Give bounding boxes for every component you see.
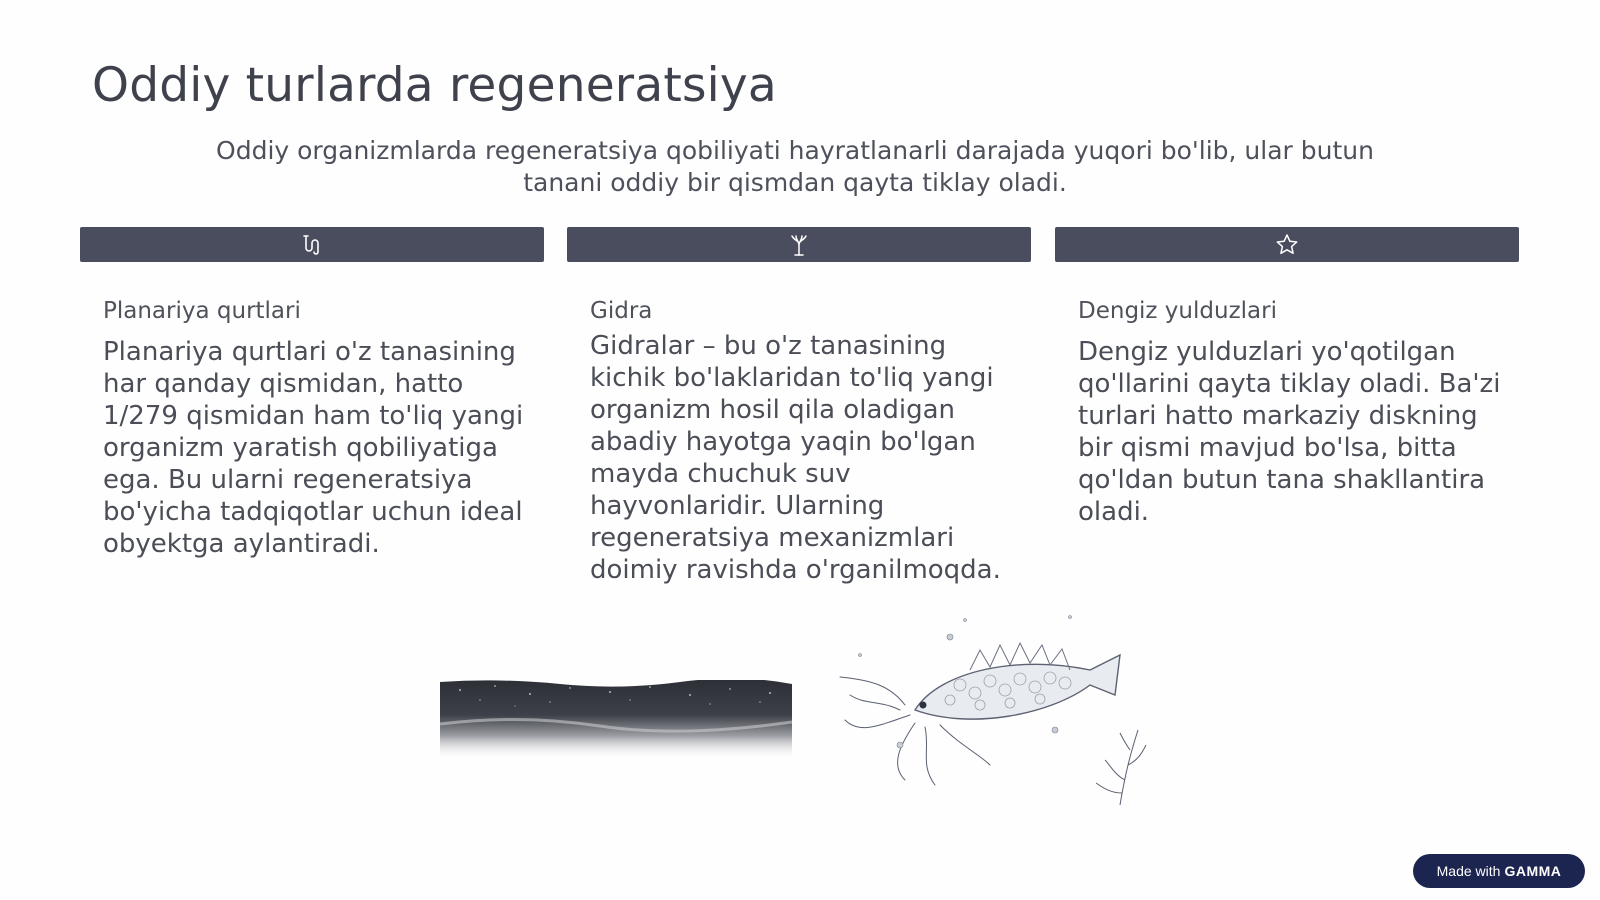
card-header-bar	[567, 227, 1031, 262]
card-body: Dengiz yulduzlari yo'qotilgan qo'llarini qayta tiklay oladi. Ba'zi turlari hatto markaziy diskning bir qismi mavjud bo'lsa, bitta qo'ldan butun tana shakllantira oladi.	[1078, 337, 1501, 527]
creature-illustration	[820, 615, 1165, 825]
planaria-illustration	[440, 680, 792, 760]
card-header-bar	[80, 227, 544, 262]
gamma-logo: GAMMA	[1504, 863, 1562, 879]
star-icon	[1274, 232, 1300, 258]
cards-row	[80, 227, 1520, 597]
card-heading: Planariya qurtlari	[103, 298, 301, 324]
worm-icon	[299, 232, 325, 258]
slide-title: Oddiy turlarda regeneratsiya	[92, 58, 777, 113]
card-planaria	[80, 227, 544, 560]
slide-subtitle: Oddiy organizmlarda regeneratsiya qobiliyati hayratlanarli darajada yuqori bo'lib, ular butun tanani oddiy bir qismdan qayta tiklay oladi.	[216, 136, 1374, 197]
hydra-icon	[786, 232, 812, 258]
card-hydra	[567, 227, 1031, 586]
badge-prefix: Made with	[1436, 863, 1501, 879]
card-starfish	[1055, 227, 1519, 528]
card-body: Gidralar – bu o'z tanasining kichik bo'laklaridan to'liq yangi organizm hosil qila oladigan abadiy hayotga yaqin bo'lgan mayda chuchuk suv hayvonlaridir. Ularning regeneratsiya mexanizmlari doimiy ravishda o'rganilmoqda.	[590, 331, 1001, 585]
card-header-bar	[1055, 227, 1519, 262]
card-heading: Gidra	[590, 298, 653, 324]
card-body: Planariya qurtlari o'z tanasining har qanday qismidan, hatto 1/279 qismidan ham to'liq yangi organizm yaratish qobiliyatiga ega. Bu ularni regeneratsiya bo'yicha tadqiqotlar uchun ideal obyektga aylantiradi.	[103, 337, 524, 559]
made-with-gamma-badge[interactable]	[1413, 854, 1585, 888]
card-heading: Dengiz yulduzlari	[1078, 298, 1277, 324]
